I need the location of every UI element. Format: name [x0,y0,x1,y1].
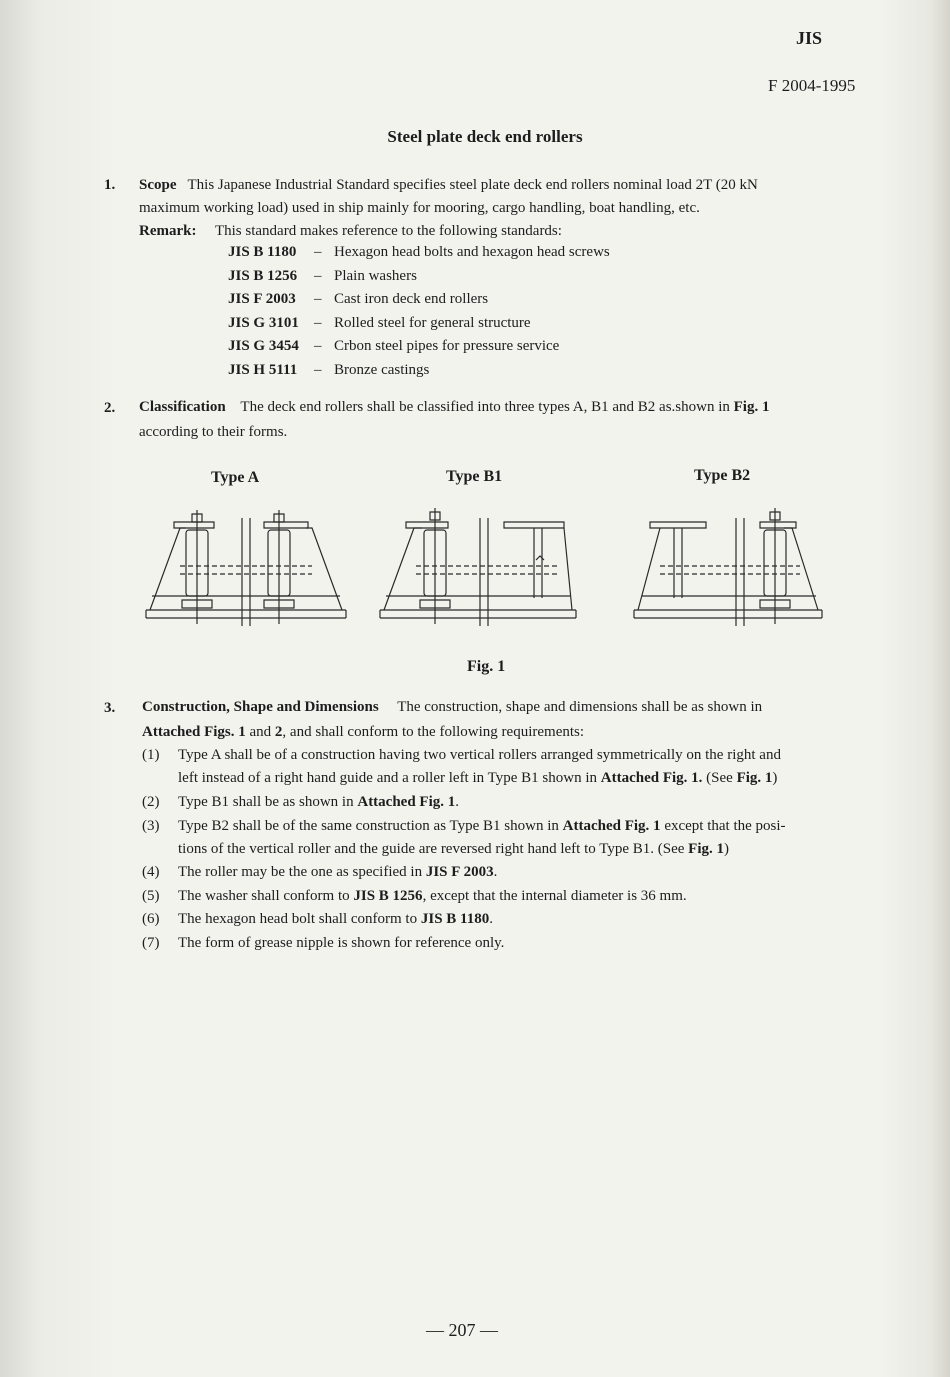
section-2-number: 2. [104,400,116,416]
remark-label: Remark: [139,223,197,239]
section-1-number: 1. [104,177,116,193]
section-2-paragraph: Classification The deck end rollers shall be classified into three types A, B1 and B2 as.shown in Fig. 1 [139,399,770,415]
section-3-line2: Attached Figs. 1 and 2, and shall conform to the following requirements: [142,724,585,740]
section-3-number: 3. [104,700,116,716]
reference-row: JIS H 5111 – Bronze castings [228,362,430,378]
reference-row: JIS B 1180 – Hexagon head bolts and hexagon head screws [228,244,610,260]
list-item: (6) The hexagon head bolt shall conform to JIS B 1180. [142,911,493,927]
page-title: Steel plate deck end rollers [387,127,583,146]
reference-row: JIS G 3454 – Crbon steel pipes for pressure service [228,338,560,354]
section-2-heading: Classification [139,399,226,415]
section-1-line1: This Japanese Industrial Standard specifies steel plate deck end rollers nominal load 2T (20 kN [187,177,758,193]
list-item: (7) The form of grease nipple is shown for reference only. [142,935,505,951]
figure-1-caption: Fig. 1 [467,658,506,675]
section-2-line2: according to their forms. [139,424,288,440]
list-item: (3) Type B2 shall be of the same construction as Type B1 shown in Attached Fig. 1 except that the posi- [142,818,786,834]
section-1-heading: Scope [139,177,177,193]
reference-row: JIS F 2003 – Cast iron deck end rollers [228,291,489,307]
section-3-heading: Construction, Shape and Dimensions [142,699,379,715]
list-item: (4) The roller may be the one as specified in JIS F 2003. [142,864,498,880]
list-item-continuation: tions of the vertical roller and the guide are reversed right hand left to Type B1. (See Fig. 1) [178,841,730,857]
list-item: (5) The washer shall conform to JIS B 1256, except that the internal diameter is 36 mm. [142,888,687,904]
section-1-paragraph [139,174,879,198]
fig-label-type-b2: Type B2 [694,467,751,484]
fig-label-type-a: Type A [211,469,260,486]
type-a-drawing [146,510,346,626]
type-b1-drawing [380,508,576,626]
reference-row: JIS B 1256 – Plain washers [228,268,417,284]
page-number: — 207 — [426,1320,498,1340]
remark-text: This standard makes reference to the following standards: [214,223,562,239]
reference-row: JIS G 3101 – Rolled steel for general structure [228,315,531,331]
figure-1-drawing [140,500,830,660]
header-jis: JIS [796,28,823,48]
section-3-paragraph: Construction, Shape and Dimensions The construction, shape and dimensions shall be as shown in [142,699,763,715]
type-b2-drawing [634,508,822,626]
header-standard-code: F 2004-1995 [768,76,856,95]
section-1-line2: maximum working load) used in ship mainly for mooring, cargo handling, boat handling, etc. [139,200,700,216]
list-item-continuation: left instead of a right hand guide and a roller left in Type B1 shown in Attached Fig. 1. (See Fig. 1) [178,770,778,786]
list-item: (2) Type B1 shall be as shown in Attached Fig. 1. [142,794,460,810]
remark-line [139,220,879,244]
list-item: (1) Type A shall be of a construction having two vertical rollers arranged symmetrically on the right and [142,747,781,763]
fig-label-type-b1: Type B1 [446,468,503,485]
